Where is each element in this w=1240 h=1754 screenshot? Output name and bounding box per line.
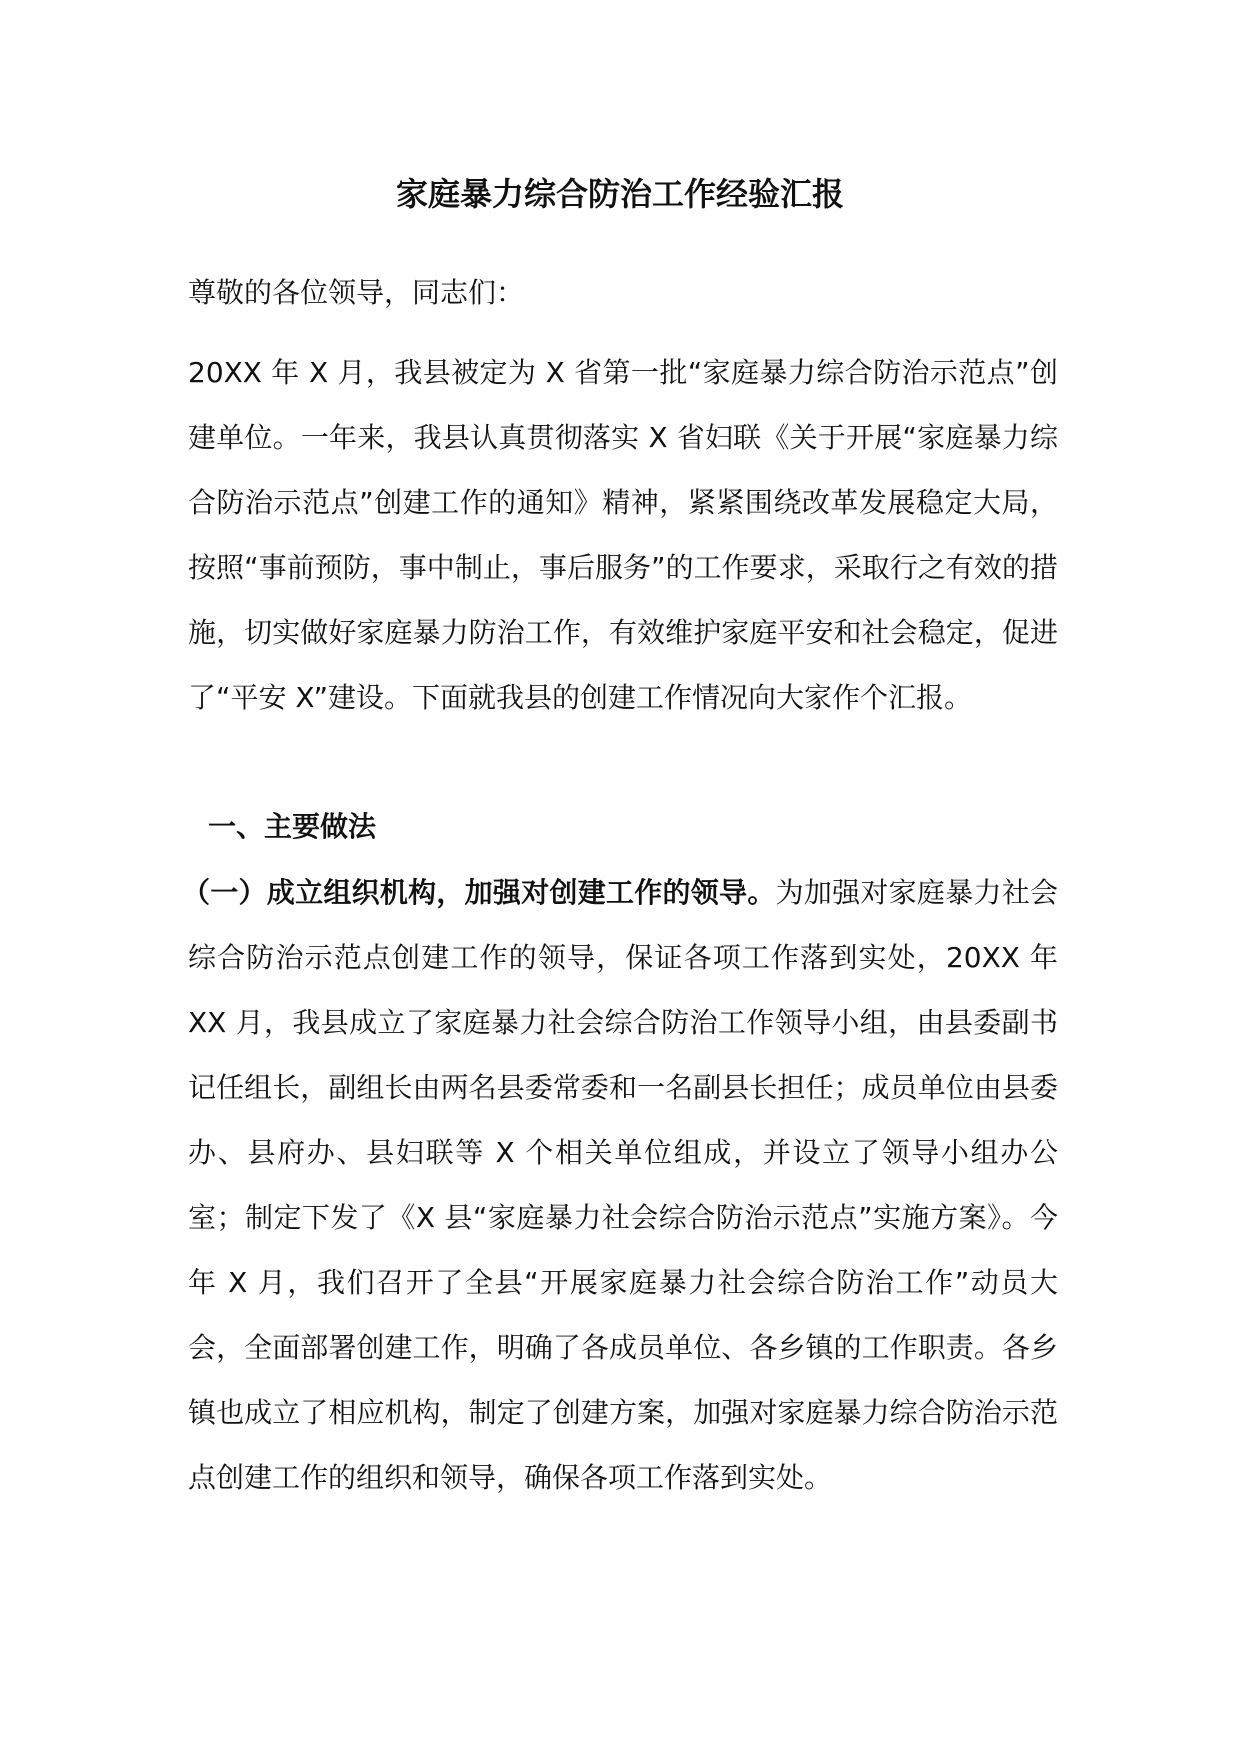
subsection-body: 为加强对家庭暴力社会综合防治示范点创建工作的领导，保证各项工作落到实处，20XX 年 XX 月，我县成立了家庭暴力社会综合防治工作领导小组，由县委副书记任组长，副组长由两名县委常委和一名副县长担任；成员单位由县委办、县府办、县妇联等 X 个相关单位组成，并设立了领导小组办公室；制定下发了《X 县“家庭暴力社会综合防治示范点”实施方案》。今年 X 月，我们召开了全县“开展家庭暴力社会综合防治工作”动员大会，全面部署创建工作，明确了各成员单位、各乡镇的工作职责。各乡镇也成立了相应机构，制定了创建方案，加强对家庭暴力综合防治示范点创建工作的组织和领导，确保各项工作落到实处。 [188,876,1058,1494]
subsection-lead: （一）成立组织机构，加强对创建工作的领导。 [182,876,776,909]
intro-paragraph: 20XX 年 X 月，我县被定为 X 省第一批“家庭暴力综合防治示范点”创建单位。一年来，我县认真贯彻落实 X 省妇联《关于开展“家庭暴力综合防治示范点”创建工作的通知》精神，紧紧围绕改革发展稳定大局，按照“事前预防，事中制止，事后服务”的工作要求，采取行之有效的措施，切实做好家庭暴力防治工作，有效维护家庭平安和社会稳定，促进了“平安 X”建设。下面就我县的创建工作情况向大家作个汇报。 [188,356,1058,714]
subsection-paragraph-organization [182,860,1058,1510]
salutation: 尊敬的各位领导，同志们： [188,276,525,309]
document-title: 家庭暴力综合防治工作经验汇报 [395,175,844,213]
section-heading-main-practices: 一、主要做法 [208,810,377,843]
